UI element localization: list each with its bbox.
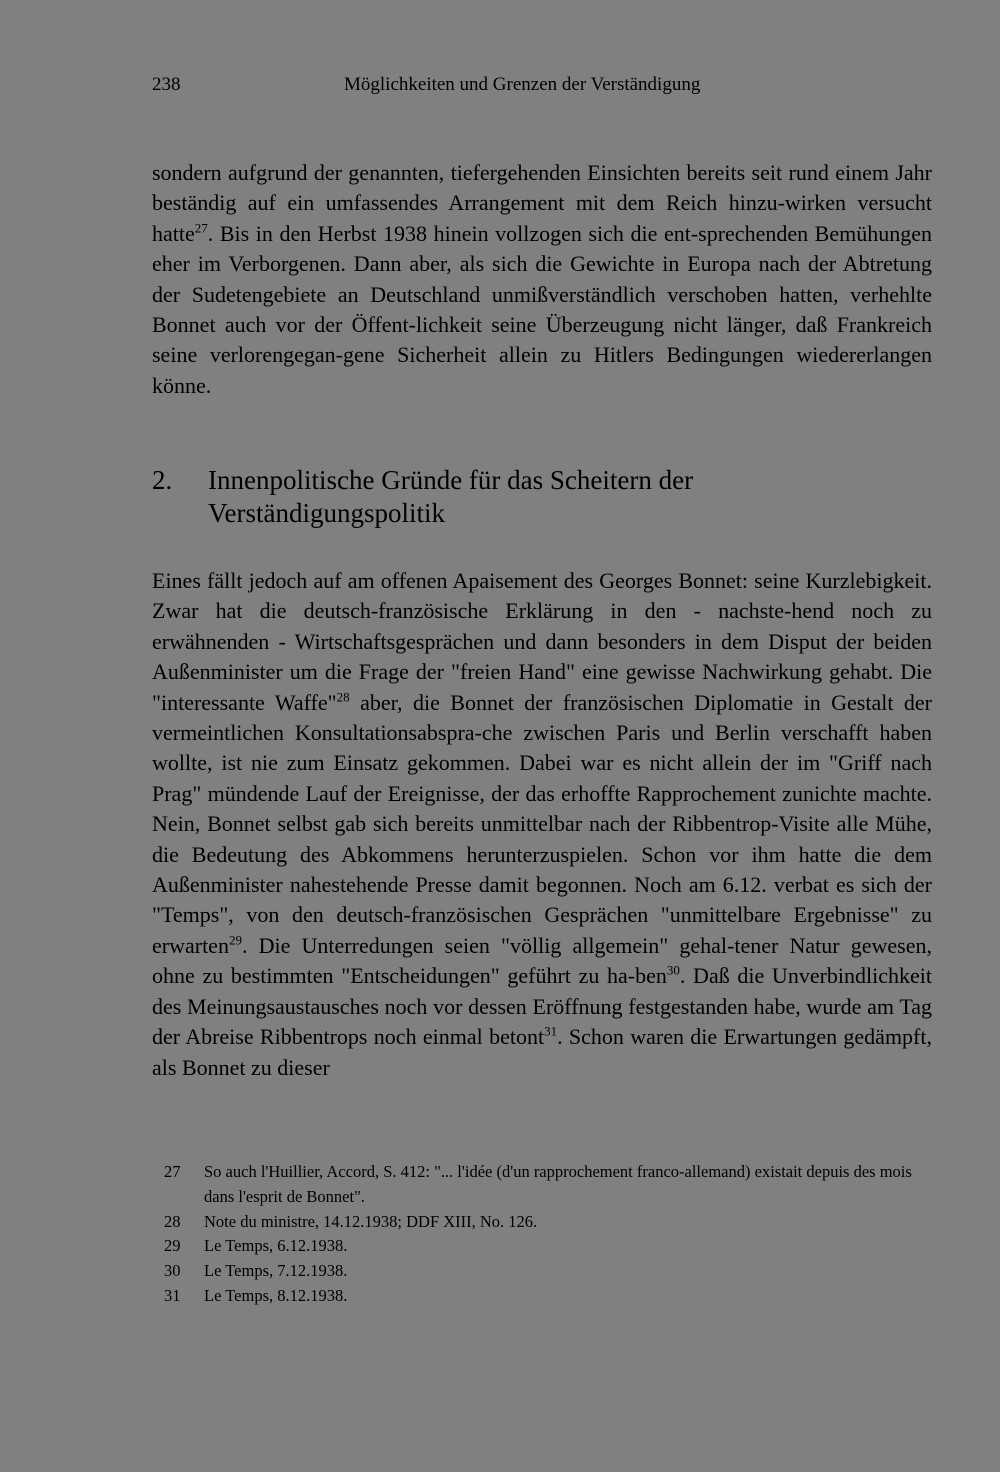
paragraph-text: sondern aufgrund der genannten, tiefergehenden Einsichten bereits seit rund einem Jahr beständig auf ein umfassendes Arrangement mit dem Reich hinzu-wirken versucht hatte	[152, 160, 932, 246]
footnote-number: 28	[164, 1211, 181, 1231]
footnote	[164, 1284, 934, 1309]
running-title: Möglichkeiten und Grenzen der Verständigung	[344, 74, 701, 95]
footnote-text: Note du ministre, 14.12.1938; DDF XIII, No. 126.	[204, 1211, 538, 1231]
footnote-ref-29: 29	[228, 932, 242, 948]
footnote-text: Le Temps, 8.12.1938.	[204, 1285, 348, 1305]
section-number: 2.	[152, 465, 173, 495]
footnote	[164, 1210, 934, 1235]
paragraph-text: Eines fällt jedoch auf am offenen Apaisement des Georges Bonnet: seine Kurzlebigkeit. Zwar hat die deutsch-französische Erklärung in den - nachste-hend noch zu erwähnenden - Wirtschaftsgesprächen und dann besonders in dem Disput der beiden Außenminister um die Frage der "freien Hand" eine gewisse Nachwirkung gehabt. Die "interessante Waffe"	[152, 568, 932, 715]
paragraph-text: . Schon waren die Erwartungen gedämpft, als Bonnet zu dieser	[152, 1024, 932, 1080]
footnote	[164, 1259, 934, 1284]
section-title: Innenpolitische Gründe für das Scheitern der Verständigungspolitik	[208, 465, 694, 528]
footnote-number: 30	[164, 1261, 181, 1281]
footnote-ref-30: 30	[666, 962, 680, 978]
footnotes-section	[164, 1160, 934, 1309]
body-paragraph	[152, 566, 932, 1083]
page-header	[152, 74, 932, 104]
paragraph-text: aber, die Bonnet der französischen Diplomatie in Gestalt der vermeintlichen Konsultationsabspra-che zwischen Paris und Berlin verschafft haben wollte, ist nie zum Einsatz gekommen. Dabei war es nicht allein der im "Griff nach Prag" mündende Lauf der Ereignisse, der das erhoffte Rapprochement zunichte machte. Nein, Bonnet selbst gab sich bereits unmittelbar nach der Ribbentrop-Visite alle Mühe, die Bedeutung des Abkommens herunterzuspielen. Schon vor ihm hatte die dem Außenminister nahestehende Presse damit begonnen. Noch am 6.12. verbat es sich der "Temps", von den deutsch-französischen Gesprächen "unmittelbare Ergebnisse" zu erwarten	[152, 689, 933, 958]
paragraph-text: . Bis in den Herbst 1938 hinein vollzogen sich die ent-sprechenden Bemühungen eher im Verborgenen. Dann aber, als sich die Gewichte in Europa nach der Abtretung der Sudetengebiete an Deutschland unmißverständlich verschoben hatten, verhehlte Bonnet auch vor der Öffent-lichkeit seine Überzeugung nicht länger, daß Frankreich seine verlorengegan-gene Sicherheit allein zu Hitlers Bedingungen wiedererlangen könne.	[152, 220, 932, 398]
footnote-ref-31: 31	[544, 1023, 558, 1039]
footnote-text: Le Temps, 6.12.1938.	[204, 1236, 348, 1256]
footnote-number: 29	[164, 1236, 181, 1256]
paragraph-text: . Daß die Unverbindlichkeit des Meinungsaustausches noch vor dessen Eröffnung festgestanden habe, wurde am Tag der Abreise Ribbentrops noch einmal betont	[152, 963, 932, 1050]
paragraph-text: . Die Unterredungen seien "völlig allgemein" gehal-tener Natur gewesen, ohne zu bestimmten "Entscheidungen" geführt zu ha-ben	[152, 932, 932, 989]
footnote-number: 27	[164, 1162, 181, 1181]
footnote	[164, 1160, 934, 1210]
footnote-text: So auch l'Huillier, Accord, S. 412: "... l'idée (d'un rapprochement franco-allemand) existait depuis des mois dans l'esprit de Bonnet".	[204, 1162, 912, 1206]
footnote-ref-27: 27	[194, 220, 208, 236]
footnote-ref-28: 28	[336, 689, 350, 705]
footnote	[164, 1234, 934, 1259]
page-number: 238	[152, 74, 181, 95]
footnote-number: 31	[164, 1285, 181, 1305]
footnote-text: Le Temps, 7.12.1938.	[204, 1261, 348, 1281]
body-paragraph	[152, 158, 932, 401]
